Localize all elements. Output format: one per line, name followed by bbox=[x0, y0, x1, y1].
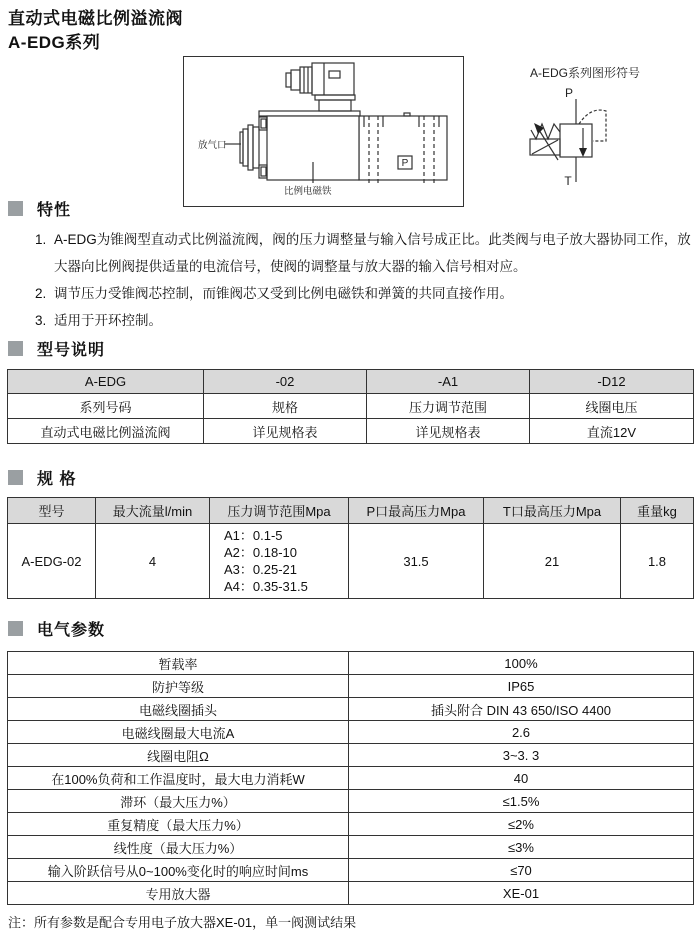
param-value: ≤3% bbox=[349, 836, 694, 859]
table-row bbox=[8, 790, 694, 813]
specs-heading: 规 格 bbox=[37, 471, 77, 488]
param-value: 3~3. 3 bbox=[349, 744, 694, 767]
page-title bbox=[8, 7, 183, 55]
param-value: ≤70 bbox=[349, 859, 694, 882]
param-value: ≤2% bbox=[349, 813, 694, 836]
electrical-table bbox=[7, 651, 694, 905]
column-header: 重量kg bbox=[621, 498, 694, 524]
drawing-port-p-label: P bbox=[401, 158, 409, 169]
table-cell: 直流12V bbox=[530, 419, 694, 444]
spec-weight-cell: 1.8 bbox=[621, 524, 694, 599]
pressure-range-line: A1：0.1-5 bbox=[224, 528, 283, 543]
symbol-port-t-label: T bbox=[564, 174, 572, 188]
features-heading: 特性 bbox=[37, 202, 72, 219]
param-label: 线圈电阻Ω bbox=[8, 744, 349, 767]
electrical-heading: 电气参数 bbox=[37, 622, 106, 639]
table-row bbox=[8, 767, 694, 790]
electrical-section-header bbox=[8, 617, 105, 640]
param-label: 滞环（最大压力%） bbox=[8, 790, 349, 813]
model-code-segment: -02 bbox=[204, 370, 367, 394]
column-header: 压力调节范围Mpa bbox=[210, 498, 349, 524]
param-value: XE-01 bbox=[349, 882, 694, 905]
table-row bbox=[8, 721, 694, 744]
section-marker-icon bbox=[8, 470, 23, 485]
table-row bbox=[8, 698, 694, 721]
page-title-line2: A-EDG系列 bbox=[8, 33, 101, 52]
param-label: 重复精度（最大压力%） bbox=[8, 813, 349, 836]
model-code-segment: -D12 bbox=[530, 370, 694, 394]
feature-item: 3. 适用于开环控制。 bbox=[50, 307, 694, 334]
feature-item: 1. A-EDG为锥阀型直动式比例溢流阀，阀的压力调整量与输入信号成正比。此类阀与电子放大器协同工作，放大器向比例阀提供适量的电流信号，使阀的调整量与放大器的输入信号相对应。 bbox=[50, 226, 694, 280]
table-row bbox=[8, 675, 694, 698]
footnote: 注：所有参数是配合专用电子放大器XE-01，单一阀测试结果 bbox=[8, 915, 357, 930]
table-row bbox=[8, 836, 694, 859]
section-marker-icon bbox=[8, 621, 23, 636]
param-value: 2.6 bbox=[349, 721, 694, 744]
param-value: 100% bbox=[349, 652, 694, 675]
table-cell: 压力调节范围 bbox=[367, 394, 530, 419]
features-section-header bbox=[8, 197, 71, 220]
table-row bbox=[8, 813, 694, 836]
column-header: P口最高压力Mpa bbox=[349, 498, 484, 524]
symbol-title: A-EDG系列图形符号 bbox=[529, 66, 640, 80]
model-code-heading: 型号说明 bbox=[37, 342, 106, 359]
valve-outline-drawing-icon bbox=[184, 57, 462, 205]
param-value: 40 bbox=[349, 767, 694, 790]
table-row bbox=[8, 859, 694, 882]
features-list bbox=[32, 226, 694, 334]
section-marker-icon bbox=[8, 201, 23, 216]
table-row bbox=[8, 419, 694, 444]
table-row bbox=[8, 524, 694, 599]
table-header-row bbox=[8, 498, 694, 524]
table-row bbox=[8, 370, 694, 394]
model-code-table bbox=[7, 369, 694, 444]
symbol-port-p-label: P bbox=[564, 86, 574, 100]
param-label: 暂载率 bbox=[8, 652, 349, 675]
spec-t-max-cell: 21 bbox=[484, 524, 621, 599]
table-cell: 直动式电磁比例溢流阀 bbox=[8, 419, 204, 444]
air-vent-label: 放气口 bbox=[198, 140, 227, 151]
param-label: 输入阶跃信号从0~100%变化时的响应时间ms bbox=[8, 859, 349, 882]
table-cell: 规格 bbox=[204, 394, 367, 419]
param-label: 在100%负荷和工作温度时，最大电力消耗W bbox=[8, 767, 349, 790]
model-code-segment: -A1 bbox=[367, 370, 530, 394]
feature-item: 2. 调节压力受锥阀芯控制，而锥阀芯又受到比例电磁铁和弹簧的共同直接作用。 bbox=[50, 280, 694, 307]
table-cell: 详见规格表 bbox=[204, 419, 367, 444]
specs-section-header bbox=[8, 466, 76, 489]
spec-max-flow-cell: 4 bbox=[96, 524, 210, 599]
param-value: IP65 bbox=[349, 675, 694, 698]
param-value: ≤1.5% bbox=[349, 790, 694, 813]
param-label: 电磁线圈插头 bbox=[8, 698, 349, 721]
param-label: 专用放大器 bbox=[8, 882, 349, 905]
proportional-solenoid-label: 比例电磁铁 bbox=[284, 186, 332, 197]
pressure-range-line: A3：0.25-21 bbox=[224, 562, 297, 577]
param-value: 插头附合 DIN 43 650/ISO 4400 bbox=[349, 698, 694, 721]
param-label: 线性度（最大压力%） bbox=[8, 836, 349, 859]
specs-table bbox=[7, 497, 694, 599]
column-header: 型号 bbox=[8, 498, 96, 524]
section-marker-icon bbox=[8, 341, 23, 356]
spec-p-max-cell: 31.5 bbox=[349, 524, 484, 599]
table-row bbox=[8, 394, 694, 419]
pressure-range-line: A4：0.35-31.5 bbox=[224, 579, 308, 594]
spec-pressure-ranges-cell bbox=[210, 524, 349, 599]
table-row bbox=[8, 882, 694, 905]
page-title-line1: 直动式电磁比例溢流阀 bbox=[8, 9, 183, 28]
table-cell: 详见规格表 bbox=[367, 419, 530, 444]
hydraulic-symbol bbox=[505, 82, 660, 205]
param-label: 防护等级 bbox=[8, 675, 349, 698]
valve-drawing-frame bbox=[183, 56, 464, 207]
table-row bbox=[8, 744, 694, 767]
pressure-range-line: A2：0.18-10 bbox=[224, 545, 297, 560]
table-cell: 系列号码 bbox=[8, 394, 204, 419]
param-label: 电磁线圈最大电流A bbox=[8, 721, 349, 744]
column-header: 最大流量l/min bbox=[96, 498, 210, 524]
spec-model-cell: A-EDG-02 bbox=[8, 524, 96, 599]
model-code-segment: A-EDG bbox=[8, 370, 204, 394]
column-header: T口最高压力Mpa bbox=[484, 498, 621, 524]
table-cell: 线圈电压 bbox=[530, 394, 694, 419]
hydraulic-symbol-icon bbox=[505, 82, 660, 200]
table-row bbox=[8, 652, 694, 675]
model-code-section-header bbox=[8, 337, 105, 360]
